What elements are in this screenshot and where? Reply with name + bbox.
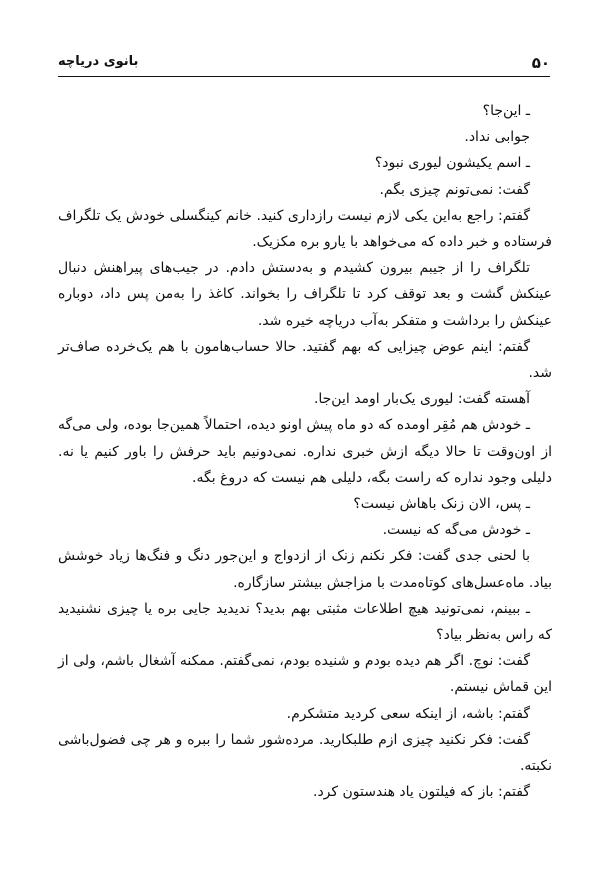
paragraph: ـ اسم یکیشون لیوری نبود؟ (374, 155, 530, 172)
running-header (58, 54, 550, 77)
paragraph: ـ ببینم، نمی‌تونید هیچ اطلاعات مثبتی بهم بدید؟ ندیدید جایی بره یا چیزی نشنیدید که راس به‌نظر بیاد؟ (58, 600, 552, 644)
paragraph: ـ این‌جا؟ (482, 103, 530, 119)
paragraph: جوابی نداد. (464, 129, 530, 146)
page-number: ۵۰ (531, 54, 550, 72)
paragraph: ـ خودش می‌گه که نیست. (382, 522, 530, 539)
paragraph: ـ پس، الان زنک باهاش نیست؟ (353, 496, 530, 513)
paragraph: گفت: نمی‌تونم چیزی بگم. (379, 181, 530, 198)
paragraph: گفتم: باشه، از اینکه سعی کردید متشکرم. (286, 705, 530, 722)
paragraph: آهسته گفت: لیوری یک‌بار اومد این‌جا. (313, 391, 530, 408)
body-text (58, 98, 552, 805)
paragraph: گفتم: باز که فیلتون یاد هندستون کرد. (313, 784, 530, 801)
paragraph: ـ خودش هم مُقِر اومده که دو ماه پیش اونو دیده، احتمالاً همین‌جا بوده، ولی می‌گه از اون‌وقت تا حالا دیگه ازش خبری نداره. نمی‌دونیم باید حرفش را باور کنیم یا نه. دلیلی وجود نداره که راست بگه، دلیلی هم نیست که دروغ بگه. (58, 417, 552, 486)
paragraph: با لحنی جدی گفت: فکر نکنم زنک از ازدواج و این‌جور دنگ و فنگ‌ها زیاد خوشش بیاد. ماه‌عسل‌های کوتاه‌مدت با مزاجش بیشتر سازگاره. (58, 548, 552, 591)
paragraph: گفت: نوچ. اگر هم دیده بودم و شنیده بودم، نمی‌گفتم. ممکنه آشغال باشم، ولی از این قماش نیستم. (58, 653, 552, 696)
paragraph: گفت: فکر نکنید چیزی ازم طلبکارید. مرده‌شور شما را ببره و هر چی فضول‌باشی نکبته. (58, 731, 552, 775)
running-title: بانوی دریاچه (58, 54, 139, 69)
paragraph: گفتم: اینم عوض چیزایی که بهم گفتید. حالا حساب‌هامون با هم یک‌خرده صاف‌تر شد. (58, 338, 552, 382)
paragraph: گفتم: راجع به‌این یکی لازم نیست رازداری کنید. خانم کینگسلی خودش یک تلگراف فرستاده و خبر داده که می‌خواهد با یارو بره مکزیک. (58, 207, 552, 251)
paragraph: تلگراف را از جیبم بیرون کشیدم و به‌دستش دادم. در جیب‌های پیراهنش دنبال عینکش گشت و بعد توقف کرد تا تلگراف را بخواند. کاغذ را به‌من پس داد، دوباره عینکش را برداشت و متفکر به‌آب دریاچه خیره شد. (58, 260, 552, 329)
